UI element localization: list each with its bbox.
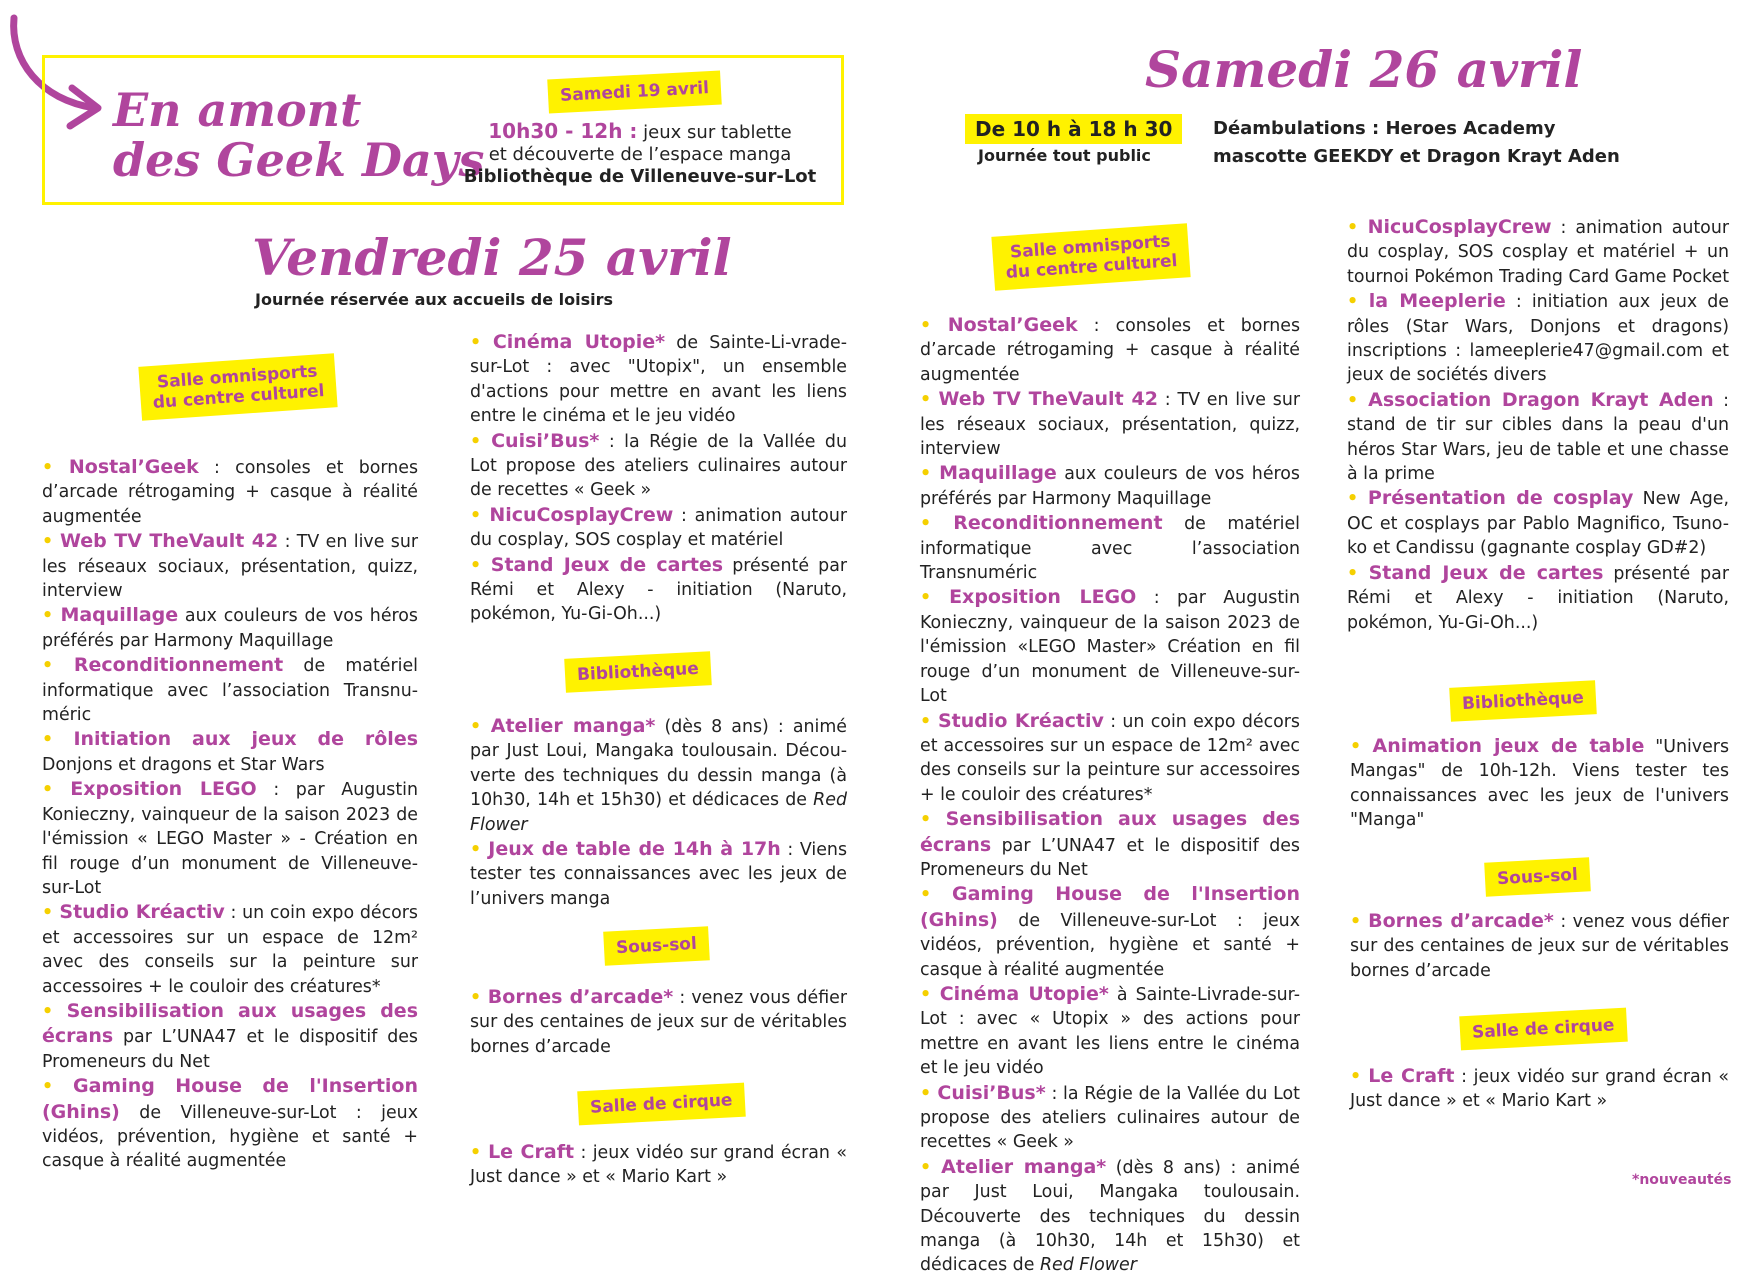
item-title: Jeux de table de 14h à 17h <box>488 838 781 861</box>
program-item <box>920 1081 1300 1155</box>
vendredi-subtitle: Journée réservée aux accueils de loisirs <box>255 290 614 309</box>
samedi-tag-soussol: Sous-sol <box>1484 857 1590 896</box>
bullet-icon: • <box>42 1077 73 1098</box>
item-title: Reconditionnement <box>953 512 1163 535</box>
item-title: Maquillage <box>939 462 1057 485</box>
item-description: : la Régie de la Vallée du Lot propose des ateliers culinaires autour de recettes « Geek » <box>470 431 847 501</box>
item-title: Cuisi’Bus* <box>491 429 600 452</box>
item-description: aux couleurs de vos héros préférés par Harmony Maquillage <box>920 464 1300 509</box>
item-description: : consoles et bornes d’arcade rétrogaming + casque à réalité augmentée <box>42 458 419 527</box>
bullet-icon: • <box>470 840 489 861</box>
item-description: : un coin expo décors et accessoires sur un espace de 12m² avec des conseils sur la peinture sur accessoires + le couloir des créatures* <box>42 903 418 997</box>
item-description: "Univers Mangas" de 10h-12h. Viens tester tes connaissances avec les jeux de l'univers "Manga" <box>1350 737 1729 831</box>
bullet-icon: • <box>1347 489 1368 510</box>
samedi-title: Samedi 26 avril <box>1145 40 1583 99</box>
bullet-icon: • <box>920 1083 938 1104</box>
program-item <box>920 585 1300 708</box>
vendredi-cirque-list <box>470 1140 847 1190</box>
vendredi-salle-list <box>42 455 418 1174</box>
bullet-icon: • <box>920 711 938 732</box>
bullet-icon: • <box>42 532 61 553</box>
samedi-biblio-list <box>1350 734 1729 833</box>
samedi-soussol-list <box>1350 909 1729 983</box>
vendredi-tag-cirque: Salle de cirque <box>577 1083 745 1126</box>
samedi-public: Journée tout public <box>978 146 1151 165</box>
samedi-deambulations: Déambulations : Heroes Academy mascotte GEEKDY et Dragon Krayt Aden <box>1213 118 1620 167</box>
bullet-icon: • <box>920 885 952 906</box>
bullet-icon: • <box>1350 912 1369 932</box>
bullet-icon: • <box>42 730 74 751</box>
samedi-tag-salle: Salle omnisports du centre culturel <box>991 223 1190 291</box>
program-item <box>920 461 1300 511</box>
item-description: par L’UNA47 et le dispositif des Promeneurs du Net <box>42 1027 418 1072</box>
item-italic: Red Flower <box>470 790 847 835</box>
item-title: Exposition LEGO <box>70 778 257 801</box>
item-description: (dès 8 ans) : animé par Just Loui, Mangaka toulousain. Décou-verte des techniques du dessin manga (à 10h30, 14h et 15h30) et dédicaces de <box>470 717 847 811</box>
program-item <box>42 603 418 653</box>
item-description: présenté par Rémi et Alexy - initiation (Naruto, pokémon, Yu-Gi-Oh...) <box>470 555 847 625</box>
item-title: Studio Kréactiv <box>937 709 1104 732</box>
bullet-icon: • <box>920 390 939 411</box>
item-description: : TV en live sur les réseaux sociaux, présentation, quizz, interview <box>42 532 419 602</box>
program-item <box>1350 909 1729 983</box>
samedi-hours: De 10 h à 18 h 30 <box>965 114 1182 144</box>
program-item <box>1347 215 1729 289</box>
bullet-icon: • <box>920 984 940 1005</box>
item-title: Exposition LEGO <box>949 586 1137 609</box>
bullet-icon: • <box>920 464 940 485</box>
item-description: : par Augustin Konieczny, vainqueur de la saison 2023 de l'émission «LEGO Master» Création en fil rouge d’un monument de Villeneuve-sur-Lot <box>920 588 1300 707</box>
item-title: Animation jeux de table <box>1372 735 1645 757</box>
program-item <box>920 313 1300 387</box>
item-title: Nostal’Geek <box>68 456 199 478</box>
bullet-icon: • <box>470 431 492 452</box>
item-title: NicuCosplayCrew <box>489 503 674 526</box>
item-title: NicuCosplayCrew <box>1367 216 1552 238</box>
program-item <box>470 1140 847 1190</box>
program-item <box>470 553 847 627</box>
item-title: Studio Kréactiv <box>59 901 225 924</box>
program-item <box>470 330 847 429</box>
bullet-icon: • <box>920 1157 942 1178</box>
item-title: Reconditionnement <box>73 654 284 677</box>
program-item <box>470 985 847 1059</box>
item-description: : jeux vidéo sur grand écran « Just dance » et « Mario Kart » <box>470 1143 848 1188</box>
program-item <box>470 837 847 911</box>
vendredi-biblio-list <box>470 714 847 911</box>
program-item <box>42 455 418 529</box>
item-italic: Red Flower <box>1039 1255 1137 1276</box>
samedi-tag-cirque: Salle de cirque <box>1459 1008 1627 1051</box>
program-item <box>42 727 418 777</box>
item-description: : stand de tir sur cibles dans la peau d'un héros Star Wars, jeu de table et une chasse à la prime <box>1347 390 1730 485</box>
item-title: Atelier manga* <box>490 715 656 737</box>
item-title: Sensibilisation aux usages des écrans <box>920 808 1301 856</box>
program-item <box>1347 486 1729 560</box>
bullet-icon: • <box>42 656 74 677</box>
program-item <box>470 429 847 503</box>
vendredi-salle-list-2 <box>470 330 847 627</box>
item-title: Gaming House de l'Insertion (Ghins) <box>920 883 1300 931</box>
program-item <box>42 900 418 999</box>
item-description: Donjons et dragons et Star Wars <box>42 754 325 775</box>
vendredi-tag-soussol: Sous-sol <box>603 926 709 965</box>
program-item <box>1350 1064 1729 1114</box>
bullet-icon: • <box>470 717 491 737</box>
bullet-icon: • <box>920 810 946 831</box>
item-description: de Villeneuve-sur-Lot : jeux vidéos, prévention, hygiène et santé + casque à réalité augmentée <box>42 1102 418 1172</box>
bullet-icon: • <box>920 316 948 336</box>
item-title: Atelier manga* <box>941 1155 1107 1178</box>
item-description: : un coin expo décors et accessoires sur un espace de 12m² avec des conseils sur la peinture sur accessoires + le couloir des créatures* <box>920 711 1300 805</box>
item-description: : venez vous défier sur des centaines de jeux sur de véritables bornes d’arcade <box>470 988 847 1057</box>
item-description: de Sainte-Li-vrade-sur-Lot : avec "Utopix", un ensemble d'actions pour mettre en avant les liens entre le cinéma et le jeu vidéo <box>470 333 848 427</box>
amont-details: 10h30 - 12h : jeux sur tablette et découverte de l’espace manga Bibliothèque de Villeneuve-sur-Lot <box>463 119 817 187</box>
program-item <box>920 1155 1300 1278</box>
item-description: : consoles et bornes d’arcade rétrogaming + casque à réalité augmentée <box>920 316 1301 385</box>
item-description: : la Régie de la Vallée du Lot propose des ateliers culinaires autour de recettes « Geek » <box>920 1083 1301 1153</box>
item-title: Web TV TheVault 42 <box>938 388 1158 411</box>
program-item <box>920 982 1300 1081</box>
bullet-icon: • <box>470 988 488 1008</box>
bullet-icon: • <box>1347 390 1369 411</box>
item-description: de Villeneuve-sur-Lot : jeux vidéos, prévention, hygiène et santé + casque à réalité augmentée <box>920 910 1300 980</box>
item-title: la Meeplerie <box>1368 290 1506 313</box>
samedi-cirque-list <box>1350 1064 1729 1114</box>
bullet-icon: • <box>920 514 954 535</box>
bullet-icon: • <box>1347 563 1369 584</box>
program-item <box>42 529 418 603</box>
bullet-icon: • <box>42 1001 67 1022</box>
item-title: Bornes d’arcade* <box>1368 910 1554 932</box>
item-title: Nostal’Geek <box>947 314 1078 336</box>
program-item <box>42 1074 418 1174</box>
bullet-icon: • <box>470 505 490 526</box>
bullet-icon: • <box>920 588 950 609</box>
samedi-tag-biblio: Bibliothèque <box>1449 680 1596 722</box>
item-title: Initiation aux jeux de rôles <box>73 728 419 751</box>
item-title: Association Dragon Krayt Aden <box>1368 388 1714 411</box>
item-title: Web TV TheVault 42 <box>60 530 279 553</box>
vendredi-title: Vendredi 25 avril <box>252 228 732 287</box>
vendredi-tag-biblio: Bibliothèque <box>564 651 711 693</box>
program-item <box>920 807 1300 882</box>
program-item <box>42 777 418 900</box>
item-description: : par Augustin Konieczny, vainqueur de la saison 2023 de l'émission « LEGO Master » - Création en fil rouge d’un monument de Villeneuve-sur-Lot <box>42 780 418 898</box>
item-description: de matériel informatique avec l’association Transnu-méric <box>42 656 418 726</box>
item-title: Stand Jeux de cartes <box>490 553 724 576</box>
bullet-icon: • <box>1347 218 1368 238</box>
item-description: par L’UNA47 et le dispositif des Promeneurs du Net <box>920 835 1300 880</box>
item-description: : TV en live sur les réseaux sociaux, présentation, quizz, interview <box>920 390 1300 460</box>
vendredi-tag-salle: Salle omnisports du centre culturel <box>138 353 337 421</box>
program-item <box>920 709 1300 808</box>
bullet-icon: • <box>42 458 69 478</box>
amont-title: En amont des Geek Days <box>113 83 485 187</box>
item-description: (dès 8 ans) : animé par Just Loui, Mangaka toulousain. Découverte des techniques du dessin manga (à 10h30, 14h et 15h30) et dédicaces de <box>920 1157 1301 1276</box>
program-item <box>42 653 418 727</box>
item-title: Le Craft <box>1368 1065 1455 1087</box>
program-item <box>42 999 418 1074</box>
item-description: : jeux vidéo sur grand écran « Just dance » et « Mario Kart » <box>1350 1067 1729 1112</box>
item-description: : initiation aux jeux de rôles (Star Wars, Donjons et dragons) inscriptions : lameeplerie47@gmail.com et jeux de sociétés divers <box>1347 292 1730 386</box>
program-item <box>920 882 1300 982</box>
bullet-icon: • <box>1347 292 1369 313</box>
program-item <box>470 503 847 553</box>
bullet-icon: • <box>470 333 493 353</box>
program-item <box>1347 289 1729 388</box>
item-description: à Sainte-Livrade-sur-Lot : avec « Utopix » des actions pour mettre en avant les liens entre le cinéma et le jeu vidéo <box>920 984 1300 1079</box>
item-description: New Age, OC et cosplays par Pablo Magnifico, Tsuno-ko et Candissu (gagnante cosplay GD#2) <box>1347 489 1730 559</box>
bullet-icon: • <box>470 555 491 576</box>
item-title: Cuisi’Bus* <box>937 1081 1046 1104</box>
amont-date-tag: Samedi 19 avril <box>547 70 722 113</box>
item-title: Bornes d’arcade* <box>487 986 674 1008</box>
program-item <box>1347 388 1729 487</box>
vendredi-soussol-list <box>470 985 847 1059</box>
item-description: présenté par Rémi et Alexy - initiation (Naruto, pokémon, Yu-Gi-Oh...) <box>1347 563 1729 633</box>
program-item <box>1350 734 1729 833</box>
item-title: Gaming House de l'Insertion (Ghins) <box>42 1075 418 1123</box>
item-description: : Viens tester tes connaissances avec les jeux de l’univers manga <box>470 840 847 909</box>
item-description: : venez vous défier sur des centaines de jeux sur de véritables bornes d’arcade <box>1350 912 1730 981</box>
item-title: Stand Jeux de cartes <box>1368 561 1604 584</box>
item-title: Présentation de cosplay <box>1367 487 1634 510</box>
item-description: aux couleurs de vos héros préférés par Harmony Maquillage <box>42 606 418 651</box>
bullet-icon: • <box>42 780 71 801</box>
program-item <box>1347 561 1729 635</box>
program-item <box>470 714 847 837</box>
item-description: : animation autour du cosplay, SOS cosplay et matériel <box>470 505 847 551</box>
program-item <box>920 387 1300 461</box>
bullet-icon: • <box>1350 737 1373 757</box>
bullet-icon: • <box>42 903 60 924</box>
program-item <box>920 511 1300 585</box>
item-description: de matériel informatique avec l’association Transnuméric <box>920 514 1300 584</box>
item-description: : animation autour du cosplay, SOS cosplay et matériel + un tournoi Pokémon Trading Card Game Pocket <box>1347 218 1730 287</box>
item-title: Cinéma Utopie* <box>492 331 666 353</box>
item-title: Sensibilisation aux usages des écrans <box>42 999 419 1048</box>
bullet-icon: • <box>42 606 61 627</box>
samedi-salle-list <box>920 313 1300 1278</box>
item-title: Le Craft <box>488 1141 575 1163</box>
samedi-salle-list-2 <box>1347 215 1729 635</box>
bullet-icon: • <box>470 1143 489 1163</box>
bullet-icon: • <box>1350 1067 1369 1087</box>
item-title: Cinéma Utopie* <box>939 982 1109 1005</box>
footnote: *nouveautés <box>1632 1172 1732 1188</box>
item-title: Maquillage <box>60 604 179 627</box>
